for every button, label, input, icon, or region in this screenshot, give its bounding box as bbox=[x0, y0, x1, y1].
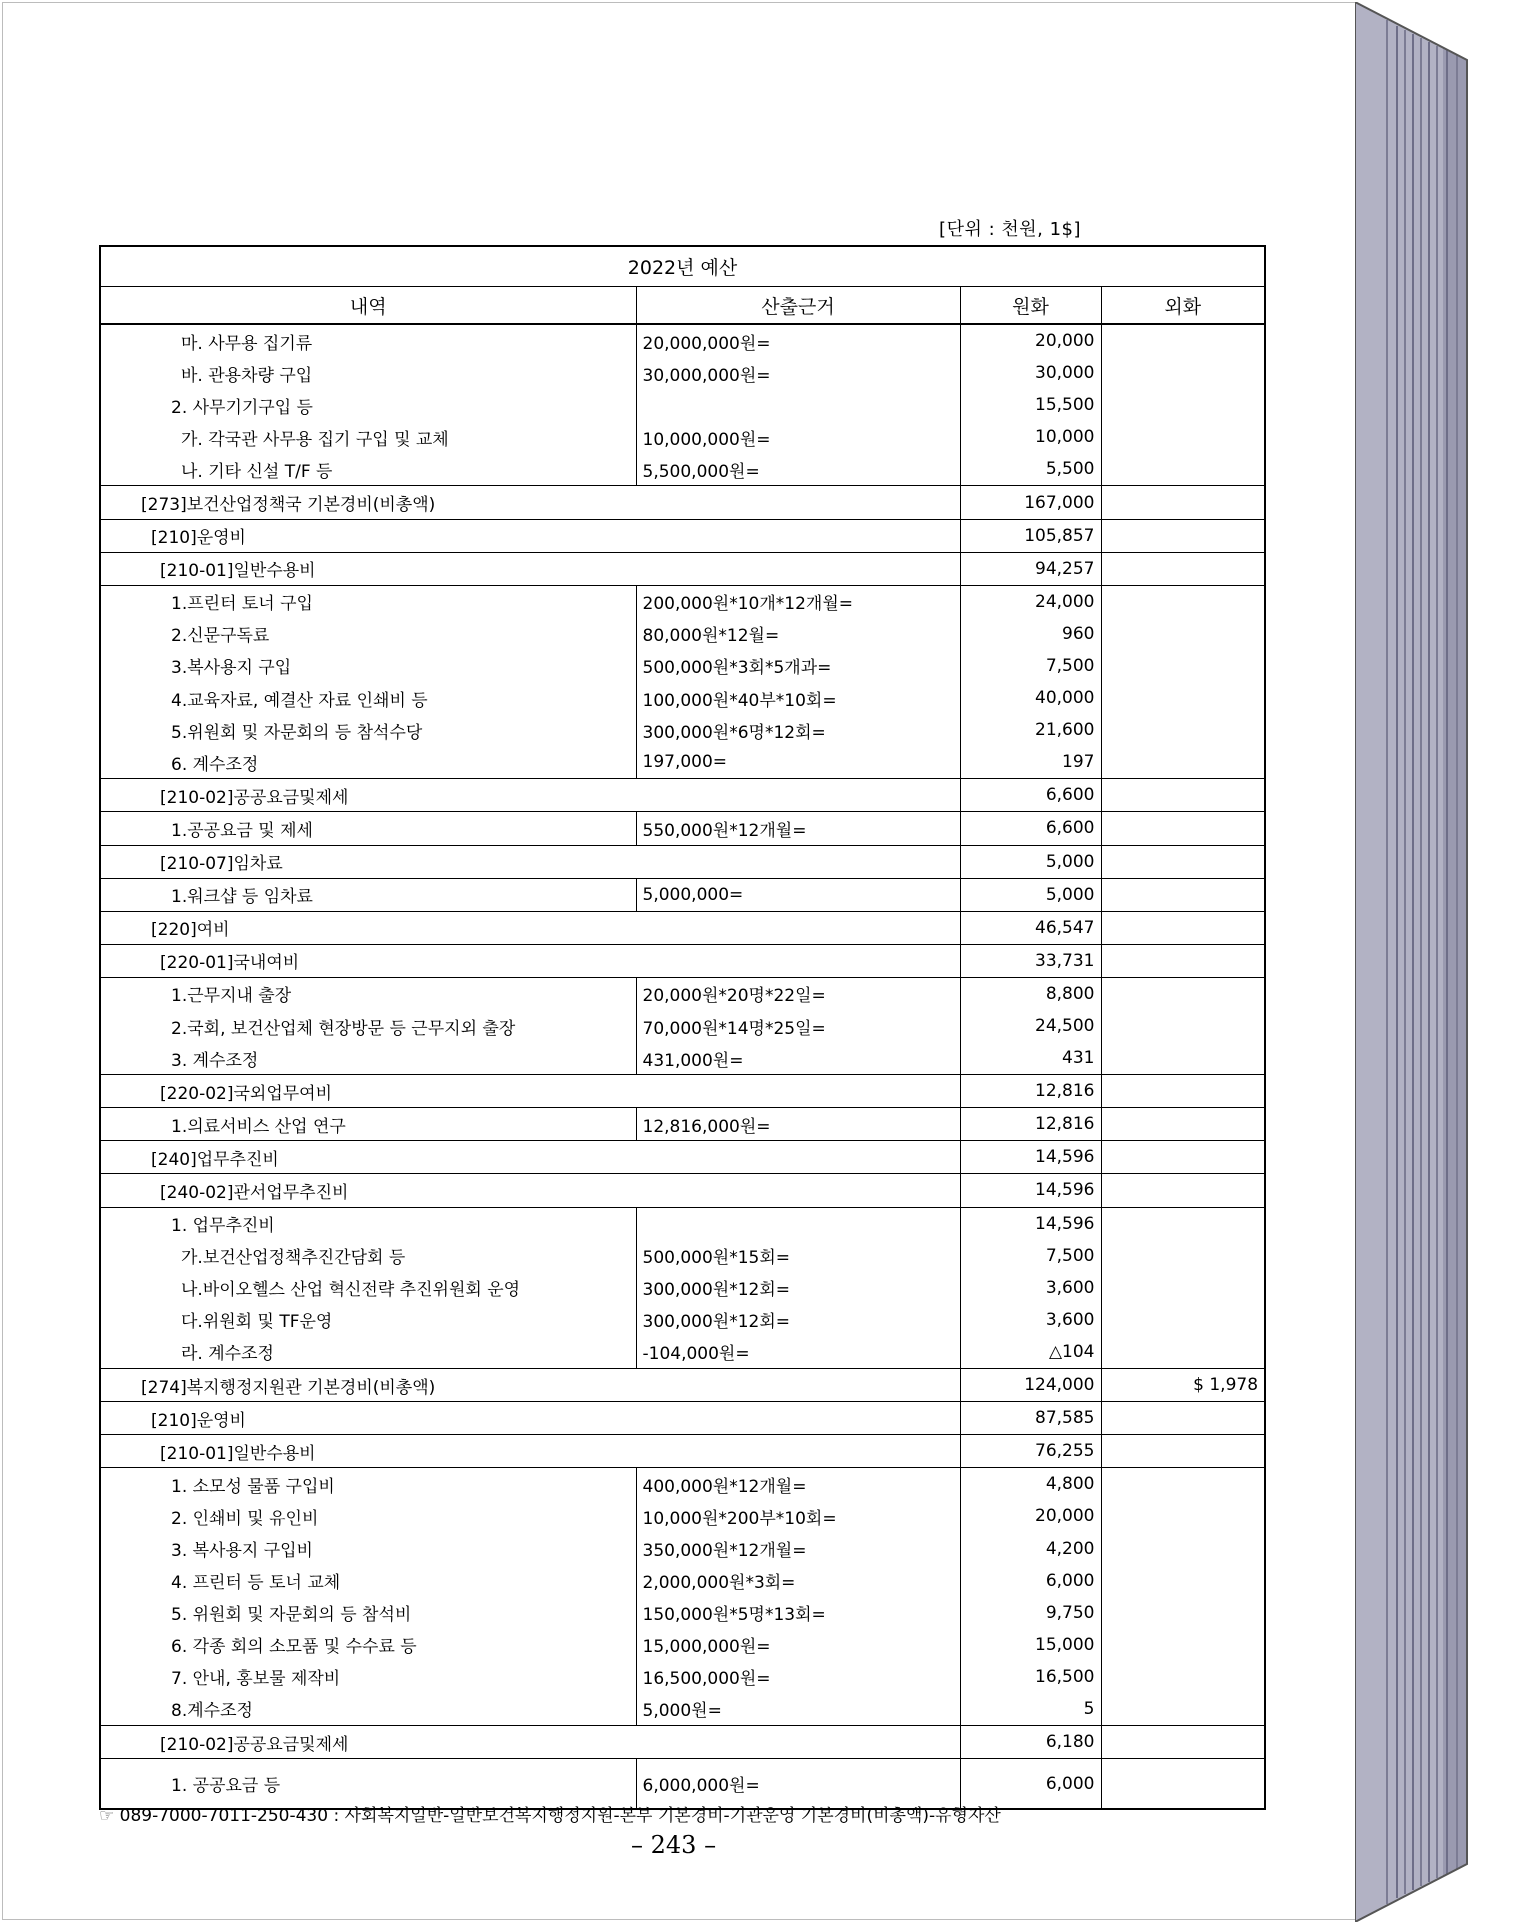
table-row bbox=[100, 1661, 1265, 1693]
row-basis: 30,000,000원= bbox=[636, 357, 960, 389]
row-krw: 7,500 bbox=[960, 1240, 1101, 1272]
row-krw: 7,500 bbox=[960, 650, 1101, 682]
row-basis: 150,000원*5명*13회= bbox=[636, 1597, 960, 1629]
row-fx bbox=[1101, 1304, 1265, 1336]
table-row bbox=[100, 779, 1265, 812]
table-row bbox=[100, 1693, 1265, 1726]
row-krw: 4,800 bbox=[960, 1468, 1101, 1501]
footnote-text: 089-7000-7011-250-430 : 사회복지일반-일반보건복지행정지원-본부 기본경비-기관운영 기본경비(비총액)-유형자산 bbox=[119, 1806, 1001, 1826]
row-fx bbox=[1101, 486, 1265, 519]
row-fx bbox=[1101, 682, 1265, 714]
row-krw: 33,731 bbox=[960, 944, 1101, 977]
table-row bbox=[100, 1726, 1265, 1759]
row-krw: 14,596 bbox=[960, 1141, 1101, 1174]
table-row bbox=[100, 1565, 1265, 1597]
row-fx bbox=[1101, 977, 1265, 1010]
row-item: [210-02]공공요금및제세 bbox=[100, 1726, 960, 1759]
row-item: [210-02]공공요금및제세 bbox=[100, 779, 960, 812]
row-krw: 10,000 bbox=[960, 421, 1101, 453]
table-row bbox=[100, 1174, 1265, 1207]
row-krw: 105,857 bbox=[960, 519, 1101, 552]
row-basis: 5,000,000= bbox=[636, 878, 960, 911]
table-row bbox=[100, 1629, 1265, 1661]
row-item: 2. 인쇄비 및 유인비 bbox=[100, 1500, 636, 1532]
table-row bbox=[100, 1597, 1265, 1629]
row-item: 1. 업무추진비 bbox=[100, 1207, 636, 1240]
row-krw: 12,816 bbox=[960, 1108, 1101, 1141]
row-fx bbox=[1101, 618, 1265, 650]
row-item: 1. 소모성 물품 구입비 bbox=[100, 1468, 636, 1501]
row-item: 3. 계수조정 bbox=[100, 1042, 636, 1075]
table-row bbox=[100, 389, 1265, 421]
row-item: 라. 계수조정 bbox=[100, 1336, 636, 1369]
row-krw: 24,500 bbox=[960, 1010, 1101, 1042]
row-basis: 20,000,000원= bbox=[636, 324, 960, 357]
row-fx bbox=[1101, 389, 1265, 421]
table-row bbox=[100, 1468, 1265, 1501]
row-fx bbox=[1101, 812, 1265, 845]
row-basis: 500,000원*15회= bbox=[636, 1240, 960, 1272]
table-row bbox=[100, 519, 1265, 552]
row-fx bbox=[1101, 1468, 1265, 1501]
row-fx bbox=[1101, 1759, 1265, 1810]
row-krw: 40,000 bbox=[960, 682, 1101, 714]
row-item: [240]업무추진비 bbox=[100, 1141, 960, 1174]
table-row bbox=[100, 714, 1265, 746]
row-fx bbox=[1101, 650, 1265, 682]
table-row bbox=[100, 1369, 1265, 1402]
row-item: [220-01]국내여비 bbox=[100, 944, 960, 977]
table-row bbox=[100, 585, 1265, 618]
table-row bbox=[100, 1500, 1265, 1532]
row-basis: 12,816,000원= bbox=[636, 1108, 960, 1141]
row-krw: 6,000 bbox=[960, 1565, 1101, 1597]
row-item: 2.신문구독료 bbox=[100, 618, 636, 650]
row-item: [220-02]국외업무여비 bbox=[100, 1075, 960, 1108]
table-row bbox=[100, 911, 1265, 944]
row-item: 5. 위원회 및 자문회의 등 참석비 bbox=[100, 1597, 636, 1629]
row-krw: 21,600 bbox=[960, 714, 1101, 746]
row-krw: 5 bbox=[960, 1693, 1101, 1726]
row-fx bbox=[1101, 1108, 1265, 1141]
row-krw: 14,596 bbox=[960, 1174, 1101, 1207]
row-fx bbox=[1101, 1010, 1265, 1042]
row-basis: 100,000원*40부*10회= bbox=[636, 682, 960, 714]
table-row bbox=[100, 1075, 1265, 1108]
table-row bbox=[100, 1402, 1265, 1435]
row-basis: 20,000원*20명*22일= bbox=[636, 977, 960, 1010]
row-krw: 3,600 bbox=[960, 1272, 1101, 1304]
row-item: 4. 프린터 등 토너 교체 bbox=[100, 1565, 636, 1597]
row-krw: 6,180 bbox=[960, 1726, 1101, 1759]
row-krw: 6,600 bbox=[960, 812, 1101, 845]
row-krw: 197 bbox=[960, 746, 1101, 779]
row-krw: 960 bbox=[960, 618, 1101, 650]
budget-table-body bbox=[100, 324, 1265, 1809]
table-row bbox=[100, 650, 1265, 682]
row-fx bbox=[1101, 1402, 1265, 1435]
row-item: 1.공공요금 및 제세 bbox=[100, 812, 636, 845]
row-basis: 300,000원*6명*12회= bbox=[636, 714, 960, 746]
row-fx bbox=[1101, 519, 1265, 552]
row-fx bbox=[1101, 1435, 1265, 1468]
row-item: [210]운영비 bbox=[100, 519, 960, 552]
table-row bbox=[100, 878, 1265, 911]
row-krw: 20,000 bbox=[960, 324, 1101, 357]
row-fx bbox=[1101, 1565, 1265, 1597]
row-basis: 16,500,000원= bbox=[636, 1661, 960, 1693]
row-krw: 16,500 bbox=[960, 1661, 1101, 1693]
row-krw: 5,000 bbox=[960, 878, 1101, 911]
row-basis: 500,000원*3회*5개과= bbox=[636, 650, 960, 682]
row-item: 1.근무지내 출장 bbox=[100, 977, 636, 1010]
row-basis bbox=[636, 1207, 960, 1240]
row-krw: 431 bbox=[960, 1042, 1101, 1075]
row-fx bbox=[1101, 746, 1265, 779]
row-basis: 197,000= bbox=[636, 746, 960, 779]
table-row bbox=[100, 1042, 1265, 1075]
row-item: 1. 공공요금 등 bbox=[100, 1759, 636, 1810]
table-row bbox=[100, 552, 1265, 585]
table-row bbox=[100, 1141, 1265, 1174]
table-row bbox=[100, 746, 1265, 779]
row-basis: 70,000원*14명*25일= bbox=[636, 1010, 960, 1042]
table-row bbox=[100, 486, 1265, 519]
row-krw: 24,000 bbox=[960, 585, 1101, 618]
table-row bbox=[100, 1207, 1265, 1240]
row-item: 5.위원회 및 자문회의 등 참석수당 bbox=[100, 714, 636, 746]
row-krw: 4,200 bbox=[960, 1532, 1101, 1564]
row-item: 8.계수조정 bbox=[100, 1693, 636, 1726]
table-row bbox=[100, 812, 1265, 845]
row-krw: 15,000 bbox=[960, 1629, 1101, 1661]
table-row bbox=[100, 453, 1265, 486]
row-krw: 9,750 bbox=[960, 1597, 1101, 1629]
row-krw: 20,000 bbox=[960, 1500, 1101, 1532]
row-fx bbox=[1101, 714, 1265, 746]
row-fx bbox=[1101, 1240, 1265, 1272]
table-row bbox=[100, 977, 1265, 1010]
book-page-edges bbox=[1355, 2, 1475, 1922]
row-item: [210-07]임차료 bbox=[100, 845, 960, 878]
header-basis: 산출근거 bbox=[636, 287, 960, 325]
row-krw: 14,596 bbox=[960, 1207, 1101, 1240]
row-fx bbox=[1101, 585, 1265, 618]
row-krw: 15,500 bbox=[960, 389, 1101, 421]
row-fx bbox=[1101, 421, 1265, 453]
row-basis: 300,000원*12회= bbox=[636, 1304, 960, 1336]
row-item: 2.국회, 보건산업체 현장방문 등 근무지외 출장 bbox=[100, 1010, 636, 1042]
row-item: 7. 안내, 홍보물 제작비 bbox=[100, 1661, 636, 1693]
row-fx bbox=[1101, 1042, 1265, 1075]
row-item: 다.위원회 및 TF운영 bbox=[100, 1304, 636, 1336]
row-basis: -104,000원= bbox=[636, 1336, 960, 1369]
table-row bbox=[100, 357, 1265, 389]
pointing-hand-icon: ☞ bbox=[99, 1806, 115, 1826]
row-item: 바. 관용차량 구입 bbox=[100, 357, 636, 389]
row-item: 1.프린터 토너 구입 bbox=[100, 585, 636, 618]
row-krw: 46,547 bbox=[960, 911, 1101, 944]
table-row bbox=[100, 618, 1265, 650]
budget-table bbox=[99, 245, 1266, 1810]
row-fx bbox=[1101, 1661, 1265, 1693]
header-krw: 원화 bbox=[960, 287, 1101, 325]
row-basis bbox=[636, 389, 960, 421]
document-page bbox=[2, 2, 1356, 1920]
row-item: [274]복지행정지원관 기본경비(비총액) bbox=[100, 1369, 960, 1402]
row-krw: 3,600 bbox=[960, 1304, 1101, 1336]
row-fx bbox=[1101, 878, 1265, 911]
table-row bbox=[100, 1435, 1265, 1468]
row-krw: 30,000 bbox=[960, 357, 1101, 389]
row-fx bbox=[1101, 1597, 1265, 1629]
page-number: – 243 – bbox=[631, 1831, 717, 1859]
row-fx bbox=[1101, 357, 1265, 389]
table-row bbox=[100, 421, 1265, 453]
row-krw: 124,000 bbox=[960, 1369, 1101, 1402]
row-fx bbox=[1101, 552, 1265, 585]
header-item: 내역 bbox=[100, 287, 636, 325]
row-fx bbox=[1101, 1693, 1265, 1726]
row-basis: 80,000원*12월= bbox=[636, 618, 960, 650]
row-item: 1.의료서비스 산업 연구 bbox=[100, 1108, 636, 1141]
row-item: 가.보건산업정책추진간담회 등 bbox=[100, 1240, 636, 1272]
row-basis: 550,000원*12개월= bbox=[636, 812, 960, 845]
row-basis: 10,000원*200부*10회= bbox=[636, 1500, 960, 1532]
row-item: [210]운영비 bbox=[100, 1402, 960, 1435]
row-krw: 94,257 bbox=[960, 552, 1101, 585]
row-fx bbox=[1101, 1500, 1265, 1532]
row-krw: 5,000 bbox=[960, 845, 1101, 878]
row-fx bbox=[1101, 1726, 1265, 1759]
unit-label: [단위 : 천원, 1$] bbox=[939, 219, 1081, 240]
row-fx bbox=[1101, 1174, 1265, 1207]
row-fx bbox=[1101, 1629, 1265, 1661]
row-item: [240-02]관서업무추진비 bbox=[100, 1174, 960, 1207]
row-krw: 87,585 bbox=[960, 1402, 1101, 1435]
row-item: 1.워크샵 등 임차료 bbox=[100, 878, 636, 911]
row-basis: 15,000,000원= bbox=[636, 1629, 960, 1661]
row-krw: 6,600 bbox=[960, 779, 1101, 812]
row-basis: 431,000원= bbox=[636, 1042, 960, 1075]
table-row bbox=[100, 1108, 1265, 1141]
row-basis: 400,000원*12개월= bbox=[636, 1468, 960, 1501]
table-row bbox=[100, 944, 1265, 977]
row-krw: 8,800 bbox=[960, 977, 1101, 1010]
row-basis: 300,000원*12회= bbox=[636, 1272, 960, 1304]
row-basis: 350,000원*12개월= bbox=[636, 1532, 960, 1564]
row-item: 2. 사무기기구입 등 bbox=[100, 389, 636, 421]
row-basis: 10,000,000원= bbox=[636, 421, 960, 453]
row-fx bbox=[1101, 453, 1265, 486]
footnote bbox=[99, 1801, 1001, 1826]
row-krw: 6,000 bbox=[960, 1759, 1101, 1810]
row-fx bbox=[1101, 1207, 1265, 1240]
row-fx bbox=[1101, 1336, 1265, 1369]
row-basis: 200,000원*10개*12개월= bbox=[636, 585, 960, 618]
table-row bbox=[100, 1336, 1265, 1369]
table-row bbox=[100, 1532, 1265, 1564]
row-item: 나.바이오헬스 산업 혁신전략 추진위원회 운영 bbox=[100, 1272, 636, 1304]
row-item: 나. 기타 신설 T/F 등 bbox=[100, 453, 636, 486]
row-fx bbox=[1101, 1141, 1265, 1174]
row-basis: 5,000원= bbox=[636, 1693, 960, 1726]
row-fx bbox=[1101, 324, 1265, 357]
row-basis: 6,000,000원= bbox=[636, 1759, 960, 1810]
header-fx: 외화 bbox=[1101, 287, 1265, 325]
row-fx bbox=[1101, 911, 1265, 944]
row-krw: △104 bbox=[960, 1336, 1101, 1369]
row-item: [273]보건산업정책국 기본경비(비총액) bbox=[100, 486, 960, 519]
table-row bbox=[100, 1010, 1265, 1042]
row-krw: 167,000 bbox=[960, 486, 1101, 519]
row-item: 6. 각종 회의 소모품 및 수수료 등 bbox=[100, 1629, 636, 1661]
table-title: 2022년 예산 bbox=[100, 246, 1265, 287]
row-krw: 5,500 bbox=[960, 453, 1101, 486]
table-row bbox=[100, 324, 1265, 357]
row-fx bbox=[1101, 1272, 1265, 1304]
row-fx bbox=[1101, 944, 1265, 977]
row-item: [210-01]일반수용비 bbox=[100, 1435, 960, 1468]
table-row bbox=[100, 1304, 1265, 1336]
row-item: 4.교육자료, 예결산 자료 인쇄비 등 bbox=[100, 682, 636, 714]
row-fx bbox=[1101, 1075, 1265, 1108]
row-item: [210-01]일반수용비 bbox=[100, 552, 960, 585]
row-fx: $ 1,978 bbox=[1101, 1369, 1265, 1402]
row-basis: 2,000,000원*3회= bbox=[636, 1565, 960, 1597]
table-row bbox=[100, 845, 1265, 878]
row-item: 마. 사무용 집기류 bbox=[100, 324, 636, 357]
row-item: 3.복사용지 구입 bbox=[100, 650, 636, 682]
row-item: [220]여비 bbox=[100, 911, 960, 944]
row-basis: 5,500,000원= bbox=[636, 453, 960, 486]
row-fx bbox=[1101, 779, 1265, 812]
row-item: 3. 복사용지 구입비 bbox=[100, 1532, 636, 1564]
row-krw: 12,816 bbox=[960, 1075, 1101, 1108]
row-fx bbox=[1101, 845, 1265, 878]
table-row bbox=[100, 1240, 1265, 1272]
row-fx bbox=[1101, 1532, 1265, 1564]
row-item: 6. 계수조정 bbox=[100, 746, 636, 779]
table-row bbox=[100, 682, 1265, 714]
row-krw: 76,255 bbox=[960, 1435, 1101, 1468]
row-item: 가. 각국관 사무용 집기 구입 및 교체 bbox=[100, 421, 636, 453]
table-row bbox=[100, 1272, 1265, 1304]
